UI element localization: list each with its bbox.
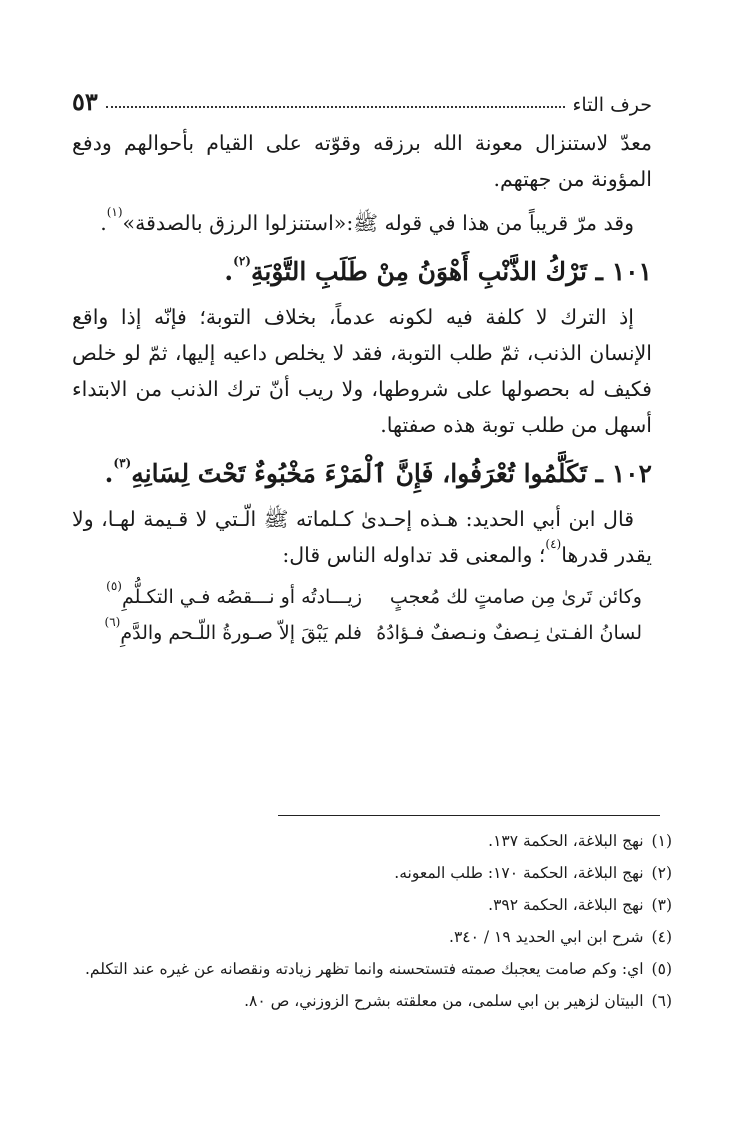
footnote-number: (٦) — [651, 992, 672, 1010]
paragraph-3: إذ الترك لا كلفة فيه لكونه عدماً، بخلاف التوبة؛ فإنّه إذا واقع الإنسان الذنب، ثمّ طلب التوبة، فقد لا يخلص داعيه إليها، ثمّ لو خلص فكيف له بحصولها على شروطها، ولا ريب أنّ ترك الذنب من الابتداء أسهل من طلب توبة هذه صفتها. — [72, 305, 652, 437]
running-title: حرف التاء — [572, 94, 652, 116]
poem — [72, 579, 652, 651]
paragraph-4-text-b: ؛ والمعنى قد تداوله الناس قال: — [282, 543, 546, 567]
footnote-ref-1: (١) — [106, 205, 123, 220]
footnote-number: (٥) — [651, 960, 672, 978]
footnote-ref-4: (٤) — [545, 537, 562, 552]
saying-101-text: تَرْكُ الذَّنْبِ أَهْوَنُ مِنْ طَلَبِ التَّوْبَةِ — [250, 257, 587, 286]
paragraph-1: معدّ لاستنزال معونة الله برزقه وقوّته على القيام بأحوالهم ودفع المؤونة من جهتهم. — [72, 131, 652, 191]
footnote-number: (١) — [651, 832, 672, 850]
paragraph-4 — [72, 501, 652, 573]
footnote-number: (٢) — [651, 864, 672, 882]
verse-first-hemistich: وكائن تَرىٰ مِن صامتٍ لك مُعجبٍ — [389, 586, 642, 608]
footnote-ref-5: (٥) — [106, 578, 122, 593]
footnote-divider — [278, 815, 660, 816]
footnote-text: اي: وكم صامت يعجبك صمته فتستحسنه وانما تظهر زيادته ونقصانه عن غيره عند التكلم. — [84, 960, 644, 978]
footnote-number: (٤) — [651, 928, 672, 946]
footnote — [72, 890, 672, 920]
footnote-ref-2: (٢) — [233, 253, 251, 268]
footnote-number: (٣) — [651, 896, 672, 914]
saying-102-heading: ١٠٢ ـ تَكَلَّمُوا تُعْرَفُوا، فَإِنَّ ٱلْمَرْءَ مَخْبُوءٌ تَحْتَ لِسَانِهِ$^{(٣)}$. — [104, 455, 652, 488]
saying-102-text: تَكَلَّمُوا تُعْرَفُوا، فَإِنَّ ٱلْمَرْءَ مَخْبُوءٌ تَحْتَ لِسَانِهِ — [131, 459, 587, 488]
verse — [72, 615, 652, 651]
footnote — [72, 858, 672, 888]
footnote-text: البيتان لزهير بن ابي سلمى، من معلقته بشرح الزوزني، ص ٨٠. — [244, 992, 644, 1010]
dotted-leader — [106, 106, 565, 108]
paragraph-2-text: وقد مرّ قريباً من هذا في قوله ﷺ:«استنزلوا الرزق بالصدقة» — [122, 211, 634, 235]
saying-102-number: ١٠٢ ـ — [595, 459, 652, 488]
footnote-ref-6: (٦) — [104, 614, 121, 629]
saying-101-number: ١٠١ ـ — [595, 257, 652, 286]
footnote — [72, 986, 672, 1016]
paragraph-2: وقد مرّ قريباً من هذا في قوله ﷺ:«استنزلوا الرزق بالصدقة»$^{(١)}$. — [100, 205, 634, 235]
footnote-ref-3: (٣) — [113, 455, 132, 470]
paragraph-4-text-a: قال ابن أبي الحديد: هـذه إحـدىٰ كـلماته ﷺ الّـتي لا قـيمة لهـا، ولا يقدر قدرها — [72, 507, 652, 567]
verse-second-text: زيـــادتُه أو نـــقصُه فـي التكـلُّمِ — [121, 586, 362, 608]
verse-second-hemistich — [72, 615, 362, 651]
footnote — [72, 922, 672, 952]
footnote-text: نهج البلاغة، الحكمة ٣٩٢. — [488, 896, 644, 914]
verse-first-hemistich: لسانُ الفـتىٰ نِـصفٌ ونـصفٌ فـؤادُهُ — [376, 622, 642, 644]
footnote-text: نهج البلاغة، الحكمة ١٧٠: طلب المعونه. — [394, 864, 644, 882]
verse-second-hemistich — [72, 579, 362, 615]
footnote-text: شرح ابن ابي الحديد ١٩ / ٣٤٠. — [449, 928, 644, 946]
running-header — [72, 84, 652, 116]
page-number: ٥٣ — [72, 87, 98, 116]
footnotes — [72, 826, 672, 1016]
footnote — [72, 826, 672, 856]
saying-101-heading: ١٠١ ـ تَرْكُ الذَّنْبِ أَهْوَنُ مِنْ طَلَبِ التَّوْبَةِ$^{(٢)}$. — [224, 253, 652, 286]
footnote-text: نهج البلاغة، الحكمة ١٣٧. — [488, 832, 644, 850]
main-text — [72, 125, 652, 651]
verse — [72, 579, 652, 615]
verse-second-text: فلم يَبْقَ إلاّ صـورةُ اللّـحم والدَّمِ — [120, 622, 362, 644]
footnote — [72, 954, 672, 984]
